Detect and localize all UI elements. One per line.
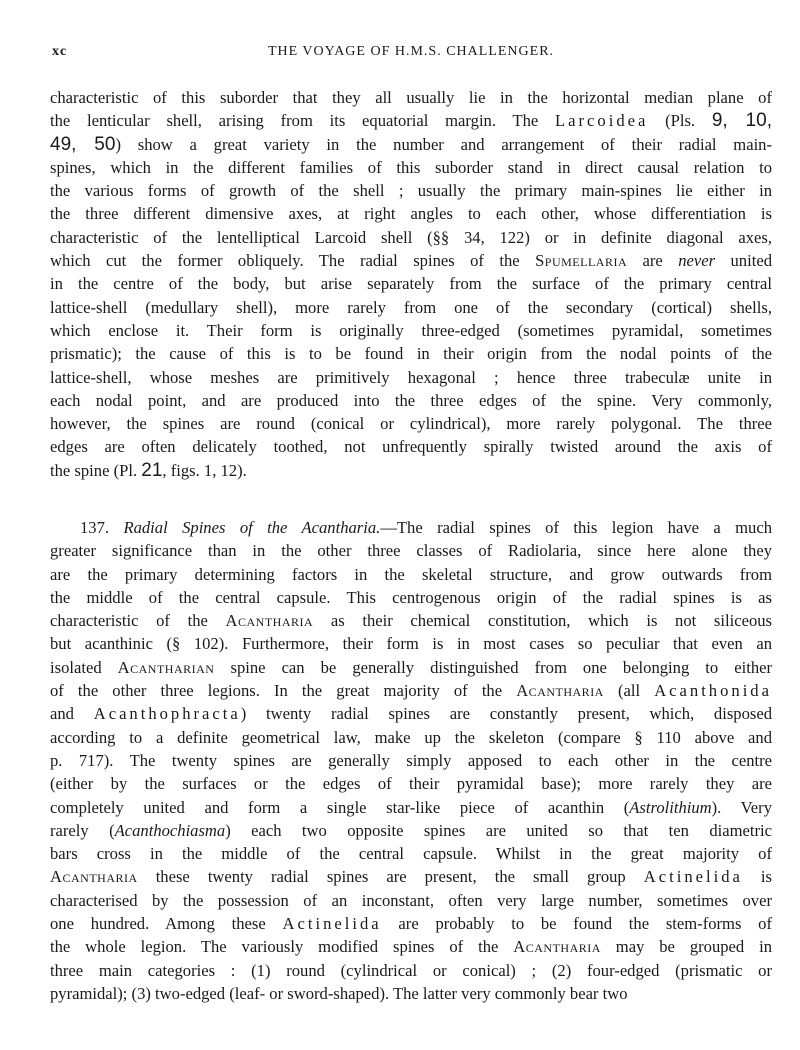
paragraph-acantharia-spines [50,516,772,1005]
plate-number: 21 [141,459,163,481]
text-line: pyramidal); (3) two-edged (leaf- or sword-shaped). The latter very commonly bear two [50,983,628,1003]
small-caps-term: Acantharia [225,611,314,631]
small-caps-term: Acantharian [117,657,215,677]
text-line: 137. Radial Spines of the Acantharia.—The radial spines of this legion have a much [80,518,773,537]
spaced-taxon: Actinelida [643,867,743,887]
text-line: however, the spines are round (conical or cylindrical), more rarely polygonal. The three [50,414,772,434]
text-line: 49, 50) show a great variety in the number and arrangement of their radial main- [50,133,773,155]
small-caps-term: Acantharia [513,937,601,957]
text-line: spines, which in the different families of this suborder stand in direct causal relation to [50,157,772,177]
spaced-taxon: Acanthonida [654,681,772,701]
text-line: completely united and form a single star-like piece of acanthin (Astrolithium). Very [50,797,772,817]
text-line: isolated Acantharian spine can be generally distinguished from one belonging to either [50,657,773,677]
text-line: (either by the surfaces or the edges of their pyramidal base); more rarely they are [50,774,772,794]
text-line: bars cross in the middle of the central capsule. Whilst in the great majority of [50,844,772,864]
text-line: characteristic of the Acantharia as their chemical constitution, which is not siliceous [50,611,772,631]
text-line: of the other three legions. In the great majority of the Acantharia (all Acanthonida [50,681,772,701]
text-line: the spine (Pl. 21, figs. 1, 12). [50,459,247,481]
text-line: but acanthinic (§ 102). Furthermore, their form is in most cases so peculiar that even an [50,634,772,654]
text-line: edges are often delicately toothed, not unfrequently spirally twisted around the axis of [50,437,772,457]
plate-number: 49, 50 [50,133,116,155]
text-line: which enclose it. Their form is originally three-edged (sometimes pyramidal, sometimes [50,320,772,340]
running-title: THE VOYAGE OF H.M.S. CHALLENGER. [267,44,555,59]
text-line: lattice-shell, whose meshes are primitively hexagonal ; hence three trabeculæ unite in [50,367,772,387]
spaced-taxon: Larcoidea [555,111,649,131]
plate-number: 9, 10, [711,110,772,132]
text-line: and Acanthophracta) twenty radial spines are constantly present, which, disposed [50,704,772,724]
text-line: lattice-shell (medullary shell), more rarely from one of the secondary (cortical) shells, [50,297,772,317]
text-line: are the primary determining factors in the skeletal structure, and grow outwards from [50,564,772,584]
small-caps-term: Spumellaria [535,251,628,271]
text-line: in the centre of the body, but arise separately from the surface of the primary central [50,274,772,294]
text-line: Acantharia these twenty radial spines are present, the small group Actinelida is [50,867,772,887]
text-line: one hundred. Among these Actinelida are probably to be found the stem-forms of [50,914,773,934]
text-line: the three different dimensive axes, at right angles to each other, whose differentiation is [50,204,772,224]
spaced-taxon: Actinelida [282,914,382,934]
text-line: characteristic of the lentelliptical Larcoid shell (§§ 34, 122) or in definite diagonal axes, [50,227,772,247]
italic-text: Astrolithium [629,797,712,817]
document-page [50,44,773,1003]
text-line: which cut the former obliquely. The radial spines of the Spumellaria are never united [50,251,772,271]
text-line: according to a definite geometrical law, make up the skeleton (compare § 110 above and [50,727,772,747]
italic-text: never [678,251,716,271]
text-line: greater significance than in the other three classes of Radiolaria, since here alone they [50,541,772,561]
text-line: the whole legion. The variously modified spines of the Acantharia may be grouped in [50,937,772,957]
text-line: rarely (Acanthochiasma) each two opposite spines are united so that ten diametric [50,820,772,840]
text-line: characteristic of this suborder that they all usually lie in the horizontal median plane of [50,88,772,107]
text-line: prismatic); the cause of this is to be found in their origin from the nodal points of the [50,344,772,364]
small-caps-term: Acantharia [516,681,604,701]
text-line: the lenticular shell, arising from its equatorial margin. The Larcoidea (Pls. 9, 10, [50,110,772,132]
text-line: the various forms of growth of the shell ; usually the primary main-spines lie either in [50,181,772,201]
italic-text: Radial Spines of the Acantharia. [123,518,381,537]
page-number: xc [52,44,68,59]
spaced-taxon: Acanthophracta [93,704,241,724]
text-line: each nodal point, and are produced into the three edges of the spine. Very commonly, [50,390,772,410]
text-line: the middle of the central capsule. This centrogenous origin of the radial spines is as [50,587,772,607]
page-header [50,44,772,68]
italic-text: Acanthochiasma [114,820,226,840]
text-line: characterised by the possession of an inconstant, often very large number, sometimes over [50,890,772,910]
paragraph-spumellaria-spines [50,86,772,482]
small-caps-term: Acantharia [50,867,138,887]
text-line: three main categories : (1) round (cylindrical or conical) ; (2) four-edged (prismatic or [50,960,772,980]
text-line: p. 717). The twenty spines are generally simply apposed to each other in the centre [50,750,772,770]
